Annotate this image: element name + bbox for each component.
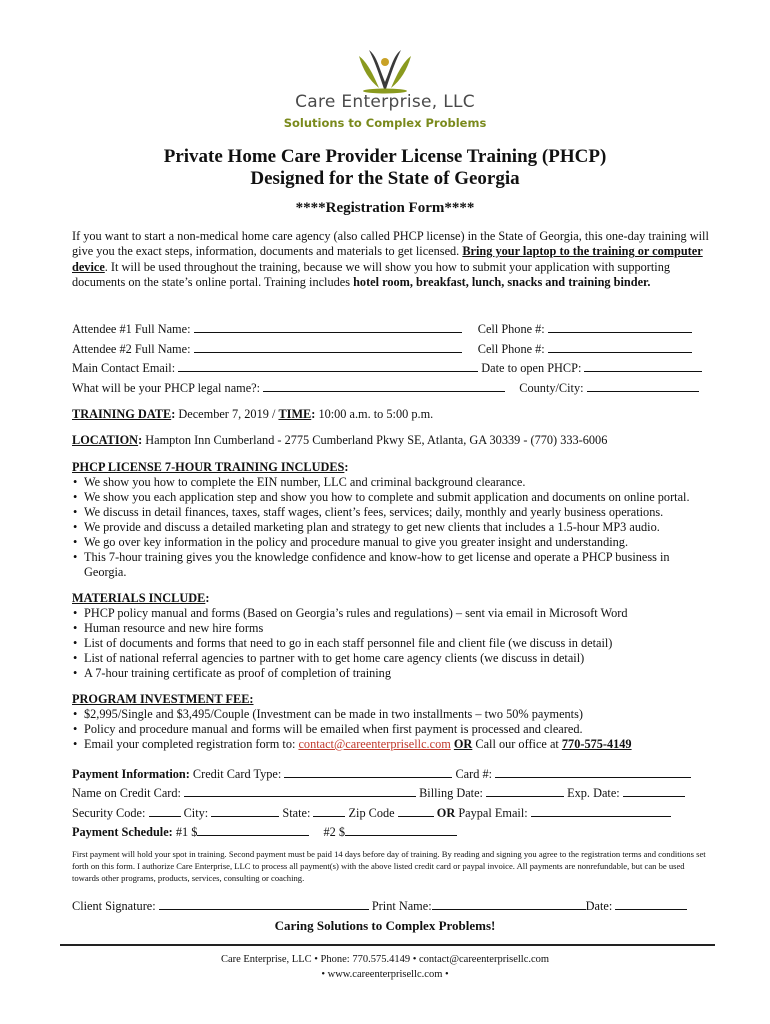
location-value: Hampton Inn Cumberland - 2775 Cumberland Pkwy SE, Atlanta, GA 30339 - (770) 333-6006: [145, 433, 608, 447]
city-label: City:: [183, 806, 209, 820]
includes-heading: PHCP LICENSE 7-HOUR TRAINING INCLUDES: [72, 460, 345, 474]
contact-email-field[interactable]: [178, 361, 478, 372]
list-item: • This 7-hour training gives you the knowledge confidence and know-how to get license and operate a PHCP business in Georgia.: [72, 550, 712, 580]
form-heading: ****Registration Form****: [295, 200, 475, 216]
intro-text-2: . It will be used throughout the training, because we will show you how to submit your application with supporting documents on the state’s online portal. Training includes: [72, 259, 671, 290]
list-item: • We go over key information in the policy and procedure manual to give you greater insight and understanding.: [72, 535, 712, 550]
client-signature-label: Client Signature:: [72, 899, 156, 913]
print-name-label: Print Name:: [371, 899, 432, 913]
state-field[interactable]: [313, 806, 345, 817]
security-code-label: Security Code:: [72, 806, 146, 820]
list-item: • A 7-hour training certificate as proof of completion of training: [72, 666, 712, 681]
title-line-1: Private Home Care Provider License Training (PHCP): [163, 146, 607, 167]
paypal-field[interactable]: [531, 806, 671, 817]
list-item: • We show you each application step and show you how to complete and submit application and documents on online portal.: [72, 490, 712, 505]
first-payment-label: #1 $: [175, 825, 198, 839]
laptop-notice: Bring your laptop to the training or computer device: [72, 244, 703, 274]
legal-name-label: What will be your PHCP legal name?:: [72, 381, 261, 395]
intro-text-1: If you want to start a non-medical home care agency (also called PHCP license) in the State of Georgia, this one-day training will give you the exact steps, information, documents and materials to get licensed.: [72, 229, 709, 259]
paypal-label: Paypal Email:: [458, 806, 528, 820]
time-value: 10:00 a.m. to 5:00 p.m.: [318, 407, 434, 421]
document-title: [0, 146, 770, 190]
email-text: Email your completed registration form to:: [84, 737, 296, 751]
slogan: Caring Solutions to Complex Problems!: [274, 918, 496, 933]
client-signature-field[interactable]: [159, 899, 369, 910]
cell-phone-2-field[interactable]: [548, 342, 692, 353]
attendee-2-label: Attendee #2 Full Name:: [72, 342, 191, 356]
payment-terms-fine-print: First payment will hold your spot in training. Second payment must be paid 14 days before day of training. By reading and signing you agree to the registration terms and conditions set forth on this form. I authorize Care Enterprise, LLC to process all payment(s) with the above listed credit card or paypal invoice. All payments are nonrefundable, but can be used towards other programs, products, services, consulting or coaching.: [72, 849, 706, 883]
city-field[interactable]: [211, 806, 279, 817]
list-item: • We discuss in detail finances, taxes, staff wages, client’s fees, services; daily, monthly and yearly business operations.: [72, 505, 712, 520]
second-payment-field[interactable]: [345, 825, 457, 836]
county-field[interactable]: [587, 381, 699, 392]
list-item: • List of national referral agencies to partner with to get home care agency clients (we discuss in detail): [72, 651, 712, 666]
first-payment-field[interactable]: [197, 825, 309, 836]
fee-list: [72, 707, 712, 752]
cell-phone-2-label: Cell Phone #:: [477, 342, 545, 356]
or-paypal-text: OR: [436, 806, 456, 820]
title-line-2: Designed for the State of Georgia: [250, 168, 520, 189]
signature-date-label: Date:: [585, 899, 613, 913]
time-label: TIME: [278, 407, 312, 421]
state-label: State:: [282, 806, 311, 820]
materials-heading: MATERIALS INCLUDE: [72, 591, 206, 605]
list-item: • PHCP policy manual and forms (Based on Georgia’s rules and regulations) – sent via email in Microsoft Word: [72, 606, 712, 621]
payment-info-row: [72, 767, 712, 782]
footer-divider: [60, 944, 715, 946]
zip-label: Zip Code: [348, 806, 395, 820]
card-type-label: Credit Card Type:: [192, 767, 282, 781]
list-item: • We show you how to complete the EIN number, LLC and criminal background clearance.: [72, 475, 712, 490]
signature-date-field[interactable]: [615, 899, 687, 910]
second-payment-label: #2 $: [323, 825, 346, 839]
attendee-2-name-field[interactable]: [194, 342, 462, 353]
county-label: County/City:: [519, 381, 584, 395]
zip-field[interactable]: [398, 806, 434, 817]
email-instruction: [72, 737, 712, 752]
location-row: LOCATION: Hampton Inn Cumberland - 2775 Cumberland Pkwy SE, Atlanta, GA 30339 - (770) 333-6006: [72, 433, 608, 447]
date-open-label: Date to open PHCP:: [481, 361, 582, 375]
attendee-1-row: [72, 322, 712, 337]
intro-paragraph: [72, 229, 712, 291]
card-type-field[interactable]: [284, 767, 452, 778]
care-enterprise-logo-icon: [355, 48, 415, 94]
signature-row: [72, 899, 712, 914]
name-on-card-row: [72, 786, 712, 801]
exp-date-label: Exp. Date:: [567, 786, 620, 800]
name-on-card-field[interactable]: [184, 786, 416, 797]
payment-schedule-label: Payment Schedule:: [72, 825, 173, 839]
contact-email-link[interactable]: contact@careenterprisellc.com: [298, 737, 451, 751]
cell-phone-1-label: Cell Phone #:: [477, 322, 545, 336]
includes-list: [72, 475, 712, 580]
training-includes-text: hotel room, breakfast, lunch, snacks and training binder.: [353, 275, 651, 290]
attendee-1-name-field[interactable]: [194, 322, 462, 333]
name-on-card-label: Name on Credit Card:: [72, 786, 181, 800]
card-number-field[interactable]: [495, 767, 691, 778]
fee-section: [72, 692, 712, 752]
address-row: [72, 806, 712, 821]
company-tagline: Solutions to Complex Problems: [283, 116, 487, 130]
cell-phone-1-field[interactable]: [548, 322, 692, 333]
or-text: OR: [453, 737, 473, 751]
training-date-label: TRAINING DATE: [72, 407, 172, 421]
date-open-field[interactable]: [584, 361, 702, 372]
location-label: LOCATION: [72, 433, 139, 447]
attendee-2-row: [72, 342, 712, 357]
billing-date-field[interactable]: [486, 786, 564, 797]
footer-line-2: • www.careenterprisellc.com •: [321, 969, 449, 980]
list-item: • List of documents and forms that need to go in each staff personnel file and client file (we discuss in detail): [72, 636, 712, 651]
contact-email-label: Main Contact Email:: [72, 361, 176, 375]
contact-email-row: [72, 361, 712, 376]
list-item: • $2,995/Single and $3,495/Couple (Investment can be made in two installments – two 50% payments): [72, 707, 712, 722]
footer-line-1: Care Enterprise, LLC • Phone: 770.575.4149 • contact@careenterprisellc.com: [220, 954, 550, 965]
materials-list: [72, 606, 712, 681]
payment-schedule-row: [72, 825, 712, 840]
payment-info-label: Payment Information:: [72, 767, 190, 781]
exp-date-field[interactable]: [623, 786, 685, 797]
materials-section: MATERIALS INCLUDE: • PHCP policy manual and forms (Based on Georgia’s rules and regulations) – sent via email in Microsoft Word • Human resource and new hire forms • List of documents and forms that need to go in each staff personnel file and client file (we discuss in detail) • List of national referral agencies to partner with to get home care agency clients (we discuss in detail) • A 7-hour training certificate as proof of completion of training: [72, 591, 712, 681]
list-item: • Policy and procedure manual and forms will be emailed when first payment is processed and cleared.: [72, 722, 712, 737]
card-number-label: Card #:: [455, 767, 493, 781]
fee-heading: PROGRAM INVESTMENT FEE:: [72, 692, 254, 706]
office-phone: 770-575-4149: [561, 737, 632, 751]
call-text: Call our office at: [475, 737, 559, 751]
includes-section: PHCP LICENSE 7-HOUR TRAINING INCLUDES: • We show you how to complete the EIN number, LLC and criminal background clearance. • We show you each application step and show you how to complete and submit application and documents on online portal. • We discuss in detail finances, taxes, staff wages, client’s fees, services; daily, monthly and yearly business operations. • We provide and discuss a detailed marketing plan and strategy to get new clients that includes a 1.5-hour MP3 audio. • We go over key information in the policy and procedure manual to give you greater insight and understanding. • This 7-hour training gives you the knowledge confidence and know-how to get license and operate a PHCP business in Georgia.: [72, 460, 712, 580]
legal-name-field[interactable]: [263, 381, 505, 392]
print-name-field[interactable]: [432, 899, 586, 910]
legal-name-row: [72, 381, 712, 396]
billing-date-label: Billing Date:: [419, 786, 483, 800]
training-date-value: December 7, 2019: [178, 407, 269, 421]
list-item: • We provide and discuss a detailed marketing plan and strategy to get new clients that includes a 1.5-hour MP3 audio.: [72, 520, 712, 535]
training-date-row: TRAINING DATE: December 7, 2019 / TIME: 10:00 a.m. to 5:00 p.m.: [72, 407, 434, 421]
list-item: • Human resource and new hire forms: [72, 621, 712, 636]
security-code-field[interactable]: [149, 806, 181, 817]
company-name: Care Enterprise, LLC: [295, 92, 475, 112]
attendee-1-label: Attendee #1 Full Name:: [72, 322, 191, 336]
footer: [0, 952, 770, 982]
